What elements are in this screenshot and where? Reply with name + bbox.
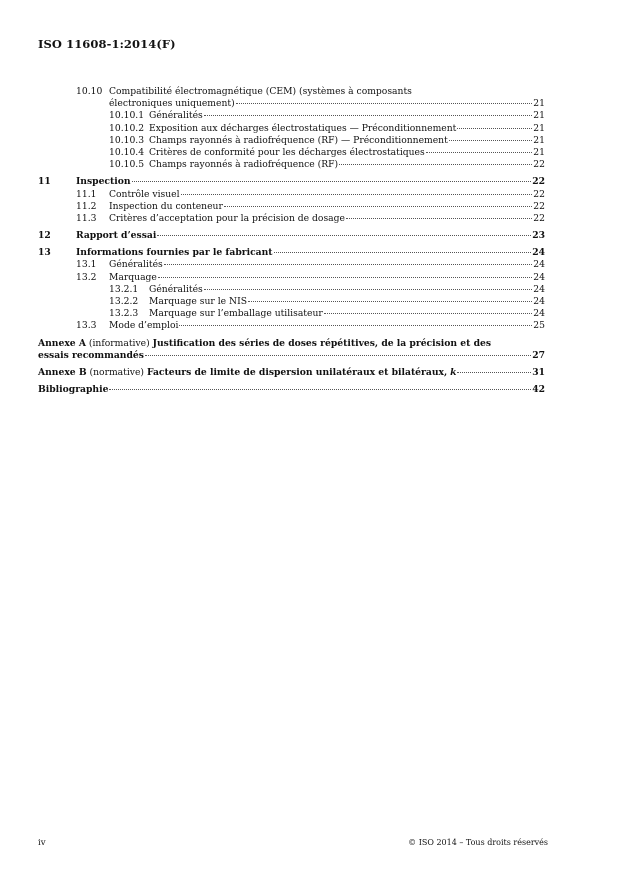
toc-number: 10.10.3 — [109, 134, 145, 146]
toc-number: 10.10 — [76, 86, 103, 97]
toc-title: Rapport d’essai — [76, 230, 157, 242]
toc-entry-annex-a-cont[interactable] — [38, 350, 545, 362]
toc-entry-10-10[interactable] — [38, 86, 545, 98]
toc-leader — [426, 152, 533, 153]
toc-number: 13.3 — [76, 320, 97, 332]
toc-leader — [179, 325, 532, 326]
toc-leader — [204, 289, 533, 290]
toc-title: Mode d’emploi — [109, 320, 179, 332]
toc-page: 27 — [532, 349, 545, 361]
toc-page: 22 — [533, 159, 545, 171]
toc-leader — [236, 103, 533, 104]
toc-page: 42 — [532, 384, 545, 396]
toc-title: Critères d’acceptation pour la précision de dosage — [109, 212, 345, 224]
toc-title: Justification des séries de doses répétitives, de la précision et des — [152, 337, 492, 349]
toc-title: Contrôle visuel — [109, 188, 180, 200]
toc-entry-13-3[interactable] — [38, 320, 545, 332]
toc-page: 24 — [533, 283, 545, 295]
toc-entry-13-1[interactable] — [38, 259, 545, 271]
toc-title-variable: k — [450, 366, 457, 378]
toc-number: 13.2.2 — [109, 296, 139, 307]
toc-number: 11 — [38, 176, 51, 188]
toc-page: 22 — [532, 176, 545, 188]
toc-number: 10.10.2 — [109, 122, 145, 134]
page-number: iv — [38, 838, 46, 848]
toc-number: 11.2 — [76, 200, 97, 212]
annex-label: Annexe A — [38, 337, 86, 349]
toc-number: 13.1 — [76, 259, 97, 271]
toc-title: essais recommandés — [38, 349, 144, 361]
toc-entry-13[interactable] — [38, 247, 545, 259]
toc-number: 13 — [38, 247, 51, 259]
toc-page: 21 — [533, 98, 545, 110]
toc-number: 12 — [38, 230, 51, 242]
toc-entry-11-1[interactable] — [38, 189, 545, 201]
toc-number: 13.2 — [76, 271, 97, 283]
toc-title: Marquage sur le NIS — [149, 296, 247, 307]
toc-page: 31 — [532, 366, 545, 378]
toc-leader — [248, 301, 532, 302]
toc-entry-11-2[interactable] — [38, 201, 545, 213]
toc-entry-10-10-1[interactable] — [38, 110, 545, 122]
toc-entry-10-10-2[interactable] — [38, 123, 545, 135]
toc-title: Marquage — [109, 271, 157, 283]
toc-entry-13-2-2[interactable] — [38, 296, 545, 308]
toc-title: Marquage sur l’emballage utilisateur — [149, 308, 323, 320]
toc-leader — [158, 277, 532, 278]
toc-page: 24 — [533, 271, 545, 283]
toc-leader — [274, 252, 532, 253]
toc-leader — [132, 181, 532, 182]
toc-number: 11.1 — [76, 188, 97, 200]
toc-title: Critères de conformité pour les décharges électrostatiques — [149, 146, 425, 158]
toc-title: Généralités — [149, 110, 203, 122]
toc-title: Inspection du conteneur — [109, 200, 223, 212]
toc-leader — [164, 264, 533, 265]
toc-number: 10.10.4 — [109, 146, 145, 158]
toc-title: Facteurs de limite de dispersion unilatéraux et bilatéraux, — [146, 366, 448, 378]
toc-leader — [339, 164, 532, 165]
toc-leader — [457, 372, 531, 373]
toc-page: 21 — [533, 146, 545, 158]
copyright-notice: © ISO 2014 – Tous droits réservés — [408, 838, 548, 847]
toc-entry-13-2-3[interactable] — [38, 308, 545, 320]
toc-title: Bibliographie — [38, 384, 109, 396]
toc-page: 23 — [532, 230, 545, 242]
toc-page: 21 — [533, 122, 545, 134]
toc-page: 21 — [533, 134, 545, 146]
toc-leader — [145, 355, 531, 356]
toc-title: Informations fournies par le fabricant — [76, 247, 273, 259]
toc-entry-13-2[interactable] — [38, 272, 545, 284]
document-id-header: ISO 11608-1:2014(F) — [38, 37, 176, 51]
toc-title: Généralités — [109, 259, 163, 271]
toc-number: 11.3 — [76, 212, 97, 224]
toc-page: 21 — [533, 110, 545, 122]
toc-page: 24 — [533, 308, 545, 320]
toc-number: 10.10.1 — [109, 110, 145, 122]
toc-number: 13.2.3 — [109, 308, 139, 320]
toc-page: 22 — [533, 212, 545, 224]
annex-label: Annexe B — [38, 366, 87, 378]
annex-type: (informative) — [88, 337, 150, 349]
toc-entry-10-10-3[interactable] — [38, 135, 545, 147]
toc-leader — [449, 140, 533, 141]
toc-leader — [324, 313, 533, 314]
toc-entry-11-3[interactable] — [38, 213, 545, 225]
toc-entry-10-10-4[interactable] — [38, 147, 545, 159]
toc-title: Compatibilité électromagnétique (CEM) (systèmes à composants — [109, 86, 412, 97]
toc-title: Généralités — [149, 283, 203, 295]
table-of-contents — [38, 86, 545, 396]
toc-leader — [224, 206, 532, 207]
toc-page: 24 — [533, 296, 545, 307]
toc-leader — [181, 194, 533, 195]
toc-leader — [157, 235, 531, 236]
toc-entry-annex-a[interactable] — [38, 338, 545, 350]
toc-entry-bibliography[interactable] — [38, 384, 545, 396]
toc-title: Inspection — [76, 176, 131, 188]
toc-leader — [204, 115, 533, 116]
toc-entry-10-10-5[interactable] — [38, 159, 545, 171]
toc-page: 22 — [533, 188, 545, 200]
toc-entry-13-2-1[interactable] — [38, 284, 545, 296]
annex-type: (normative) — [89, 366, 145, 378]
toc-leader — [346, 218, 532, 219]
toc-entry-annex-b[interactable] — [38, 367, 545, 379]
toc-title: Champs rayonnés à radiofréquence (RF) — Préconditionnement — [149, 134, 448, 146]
toc-title: électroniques uniquement) — [109, 98, 235, 110]
toc-entry-11[interactable] — [38, 176, 545, 188]
toc-entry-10-10-cont[interactable] — [38, 98, 545, 110]
toc-leader — [457, 128, 532, 129]
toc-page: 24 — [533, 259, 545, 271]
toc-entry-12[interactable] — [38, 230, 545, 242]
toc-page: 25 — [533, 320, 545, 332]
toc-page: 24 — [532, 247, 545, 259]
toc-number: 13.2.1 — [109, 283, 139, 295]
toc-page: 22 — [533, 200, 545, 212]
toc-number: 10.10.5 — [109, 159, 145, 171]
toc-title: Champs rayonnés à radiofréquence (RF) — [149, 159, 339, 171]
toc-leader — [109, 389, 531, 390]
toc-title: Exposition aux décharges électrostatiques — Préconditionnement — [149, 122, 457, 134]
